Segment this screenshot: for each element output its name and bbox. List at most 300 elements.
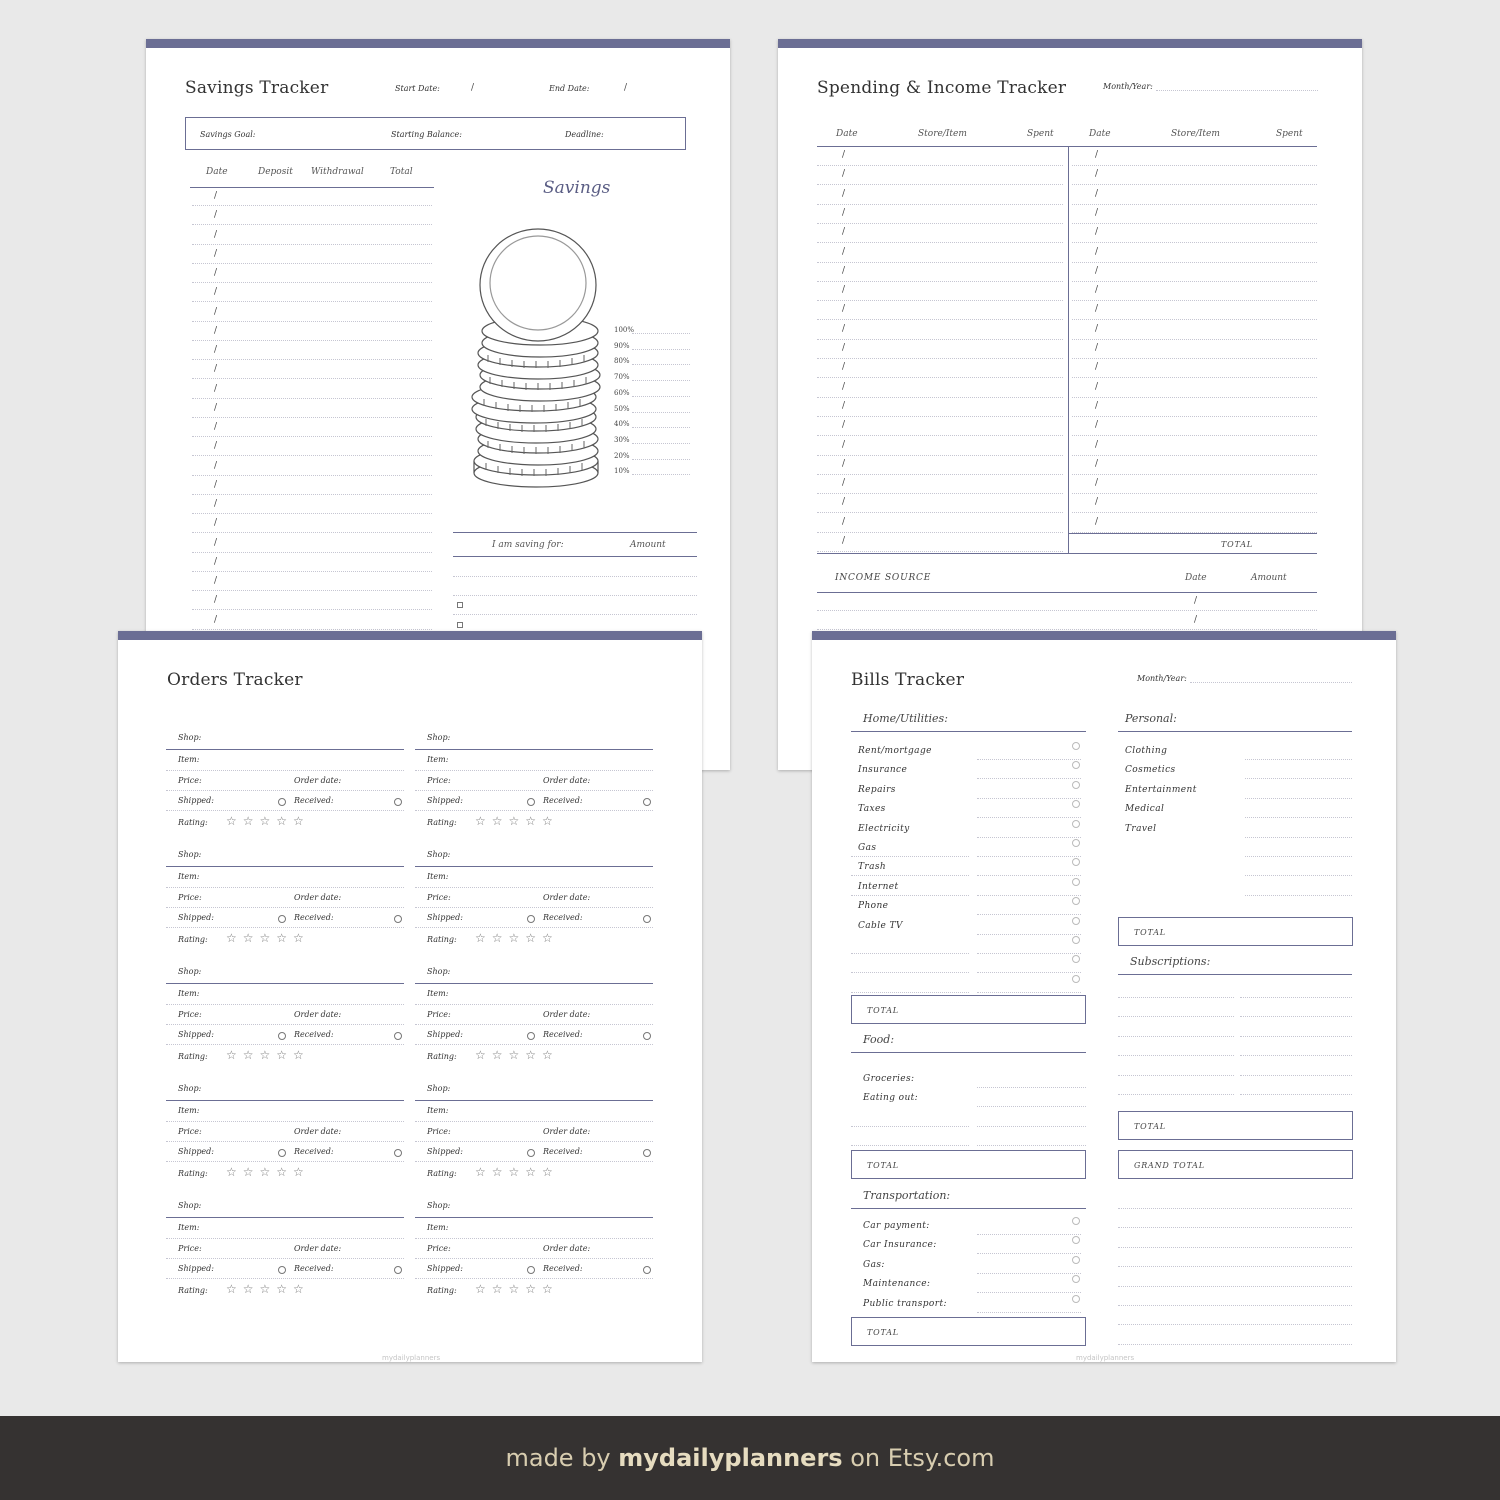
table-row[interactable] bbox=[817, 512, 1063, 513]
received-radio[interactable] bbox=[643, 798, 651, 806]
table-row[interactable] bbox=[192, 321, 432, 322]
price-line[interactable] bbox=[166, 1141, 404, 1142]
percent-line bbox=[632, 380, 690, 381]
received-label: Received: bbox=[294, 1147, 334, 1156]
table-row[interactable] bbox=[192, 609, 432, 610]
order-card bbox=[415, 1198, 655, 1308]
notes-line[interactable] bbox=[1118, 1247, 1352, 1248]
bill-paid-radio[interactable] bbox=[1072, 1256, 1080, 1264]
bill-amount-line[interactable] bbox=[977, 1312, 1081, 1313]
shipped-label: Shipped: bbox=[427, 1147, 463, 1156]
shipped-radio[interactable] bbox=[527, 798, 535, 806]
income-row[interactable] bbox=[817, 629, 1317, 630]
column-total: Total bbox=[390, 167, 413, 177]
received-radio[interactable] bbox=[394, 915, 402, 923]
price-line[interactable] bbox=[166, 790, 404, 791]
row-date-slash: / bbox=[214, 383, 218, 394]
table-row[interactable] bbox=[817, 242, 1063, 243]
row-date-slash: / bbox=[842, 478, 846, 489]
coin-top bbox=[480, 229, 596, 341]
bill-paid-radio[interactable] bbox=[1072, 955, 1080, 963]
table-row[interactable] bbox=[192, 590, 432, 591]
transportation-heading: Transportation: bbox=[863, 1189, 951, 1202]
rating-stars[interactable]: ☆☆☆☆☆ bbox=[226, 931, 310, 945]
table-row[interactable] bbox=[817, 339, 1063, 340]
item-line[interactable] bbox=[166, 1121, 404, 1122]
table-row[interactable] bbox=[1072, 319, 1317, 320]
item-line[interactable] bbox=[166, 887, 404, 888]
received-label: Received: bbox=[543, 1030, 583, 1039]
subscription-line[interactable] bbox=[1118, 997, 1234, 998]
table-row[interactable] bbox=[817, 455, 1063, 456]
table-row[interactable] bbox=[817, 165, 1063, 166]
subscription-line[interactable] bbox=[1118, 1036, 1234, 1037]
blank-item-line[interactable] bbox=[851, 1145, 969, 1146]
shipped-line[interactable] bbox=[415, 810, 653, 811]
saving-for-line[interactable] bbox=[453, 614, 697, 615]
saving-for-line[interactable] bbox=[453, 576, 697, 577]
received-radio[interactable] bbox=[643, 1032, 651, 1040]
table-row[interactable] bbox=[192, 282, 432, 283]
bill-paid-radio[interactable] bbox=[1072, 897, 1080, 905]
personal-heading-rule bbox=[1118, 731, 1352, 732]
shop-label: Shop: bbox=[427, 733, 451, 742]
table-row[interactable] bbox=[1072, 455, 1317, 456]
blank-item-line[interactable] bbox=[851, 1126, 969, 1127]
bill-amount-line[interactable] bbox=[1245, 798, 1352, 799]
row-date-slash: / bbox=[842, 304, 846, 315]
received-radio[interactable] bbox=[394, 1266, 402, 1274]
shop-label: Shop: bbox=[427, 850, 451, 859]
table-row[interactable] bbox=[817, 474, 1063, 475]
shipped-radio[interactable] bbox=[278, 798, 286, 806]
shipped-radio[interactable] bbox=[278, 1266, 286, 1274]
bill-amount-line[interactable] bbox=[1245, 875, 1352, 876]
price-line[interactable] bbox=[166, 1024, 404, 1025]
percent-label: 50% bbox=[614, 404, 630, 413]
table-row[interactable] bbox=[1072, 184, 1317, 185]
bill-paid-radio[interactable] bbox=[1072, 1275, 1080, 1283]
blank-item-line[interactable] bbox=[851, 875, 969, 876]
table-row[interactable] bbox=[1072, 435, 1317, 436]
row-date-slash: / bbox=[842, 265, 846, 276]
bill-amount-line[interactable] bbox=[977, 1292, 1081, 1293]
received-radio[interactable] bbox=[394, 798, 402, 806]
price-line[interactable] bbox=[166, 907, 404, 908]
row-date-slash: / bbox=[214, 518, 218, 529]
table-row[interactable] bbox=[192, 552, 432, 553]
rating-stars[interactable]: ☆☆☆☆☆ bbox=[226, 1165, 310, 1179]
percent-line bbox=[632, 412, 690, 413]
notes-line[interactable] bbox=[1118, 1324, 1352, 1325]
row-date-slash: / bbox=[842, 246, 846, 257]
subscription-amount-line[interactable] bbox=[1240, 1016, 1352, 1017]
table-row[interactable] bbox=[817, 300, 1063, 301]
bill-paid-radio[interactable] bbox=[1072, 1295, 1080, 1303]
table-header-rule bbox=[190, 187, 434, 188]
price-label: Price: bbox=[178, 776, 202, 785]
rating-stars[interactable]: ☆☆☆☆☆ bbox=[475, 1048, 559, 1062]
order-card bbox=[415, 730, 655, 840]
column-spent: Spent bbox=[1276, 129, 1303, 139]
bill-item-label: Entertainment bbox=[1125, 784, 1197, 795]
percent-line bbox=[632, 349, 690, 350]
percent-line bbox=[632, 333, 690, 334]
bill-item-label: Internet bbox=[858, 881, 899, 892]
item-line[interactable] bbox=[415, 1121, 653, 1122]
bill-amount-line[interactable] bbox=[977, 1145, 1086, 1146]
table-row[interactable] bbox=[192, 417, 432, 418]
bill-amount-line[interactable] bbox=[977, 1273, 1081, 1274]
received-radio[interactable] bbox=[643, 915, 651, 923]
bill-paid-radio[interactable] bbox=[1072, 878, 1080, 886]
bills-tracker-page bbox=[812, 631, 1396, 1362]
table-row[interactable] bbox=[192, 494, 432, 495]
shipped-radio[interactable] bbox=[527, 1149, 535, 1157]
order-date-label: Order date: bbox=[543, 893, 591, 902]
table-row[interactable] bbox=[192, 455, 432, 456]
shipped-line[interactable] bbox=[166, 1278, 404, 1279]
table-row[interactable] bbox=[817, 493, 1063, 494]
bill-paid-radio[interactable] bbox=[1072, 761, 1080, 769]
subscription-line[interactable] bbox=[1118, 1055, 1234, 1056]
percent-label: 100% bbox=[614, 326, 635, 334]
bill-amount-line[interactable] bbox=[977, 817, 1081, 818]
table-row[interactable] bbox=[192, 378, 432, 379]
table-row[interactable] bbox=[817, 319, 1063, 320]
price-line[interactable] bbox=[415, 1024, 653, 1025]
table-row[interactable] bbox=[192, 571, 432, 572]
bill-amount-line[interactable] bbox=[977, 1234, 1081, 1235]
footer-suffix: on Etsy.com bbox=[850, 1444, 995, 1472]
item-line[interactable] bbox=[415, 1238, 653, 1239]
shipped-radio[interactable] bbox=[527, 915, 535, 923]
footer-banner bbox=[0, 1416, 1500, 1500]
notes-line[interactable] bbox=[1118, 1208, 1352, 1209]
food-heading-rule bbox=[851, 1052, 1086, 1053]
row-date-slash: / bbox=[842, 516, 846, 527]
bill-amount-line[interactable] bbox=[977, 1253, 1081, 1254]
watermark: mydailyplanners bbox=[1076, 1354, 1135, 1362]
month-year-field[interactable] bbox=[1190, 682, 1352, 683]
rating-stars[interactable]: ☆☆☆☆☆ bbox=[475, 1165, 559, 1179]
bill-amount-line[interactable] bbox=[977, 992, 1081, 993]
bill-paid-radio[interactable] bbox=[1072, 820, 1080, 828]
table-row[interactable] bbox=[817, 223, 1063, 224]
bill-paid-radio[interactable] bbox=[1072, 917, 1080, 925]
table-row[interactable] bbox=[1072, 204, 1317, 205]
order-date-label: Order date: bbox=[294, 893, 342, 902]
saving-for-checkbox[interactable] bbox=[457, 622, 463, 628]
blank-item-line[interactable] bbox=[851, 953, 969, 954]
table-row[interactable] bbox=[817, 262, 1063, 263]
rating-label: Rating: bbox=[427, 1286, 457, 1295]
price-label: Price: bbox=[178, 1244, 202, 1253]
table-row[interactable] bbox=[192, 629, 432, 630]
table-row[interactable] bbox=[817, 397, 1063, 398]
item-line[interactable] bbox=[415, 887, 653, 888]
bill-amount-line[interactable] bbox=[977, 1087, 1086, 1088]
subscription-line[interactable] bbox=[1118, 1094, 1234, 1095]
table-row[interactable] bbox=[1072, 358, 1317, 359]
saving-for-checkbox[interactable] bbox=[457, 602, 463, 608]
bill-amount-line[interactable] bbox=[977, 837, 1081, 838]
percent-line bbox=[632, 364, 690, 365]
table-row[interactable] bbox=[192, 263, 432, 264]
shipped-line[interactable] bbox=[166, 810, 404, 811]
bill-amount-line[interactable] bbox=[977, 914, 1081, 915]
item-label: Item: bbox=[427, 1106, 449, 1115]
table-row[interactable] bbox=[1072, 242, 1317, 243]
shipped-line[interactable] bbox=[415, 1278, 653, 1279]
bill-paid-radio[interactable] bbox=[1072, 781, 1080, 789]
blank-item-line[interactable] bbox=[851, 895, 969, 896]
rating-stars[interactable]: ☆☆☆☆☆ bbox=[226, 1282, 310, 1296]
shipped-radio[interactable] bbox=[278, 1149, 286, 1157]
bill-amount-line[interactable] bbox=[1245, 895, 1352, 896]
month-year-field[interactable] bbox=[1156, 90, 1318, 91]
order-date-label: Order date: bbox=[543, 1010, 591, 1019]
shipped-label: Shipped: bbox=[427, 796, 463, 805]
table-row[interactable] bbox=[192, 513, 432, 514]
row-date-slash: / bbox=[214, 441, 218, 452]
item-label: Item: bbox=[178, 1223, 200, 1232]
notes-line[interactable] bbox=[1118, 1266, 1352, 1267]
month-year-label: Month/Year: bbox=[1137, 674, 1187, 683]
subscription-line[interactable] bbox=[1118, 1075, 1234, 1076]
row-date-slash: / bbox=[1095, 362, 1099, 373]
table-row[interactable] bbox=[192, 244, 432, 245]
row-date-slash: / bbox=[842, 362, 846, 373]
price-line[interactable] bbox=[415, 1258, 653, 1259]
income-date-slash: / bbox=[1194, 615, 1198, 625]
row-date-slash: / bbox=[842, 536, 846, 546]
percent-label: 90% bbox=[614, 341, 630, 350]
item-line[interactable] bbox=[166, 770, 404, 771]
price-line[interactable] bbox=[415, 790, 653, 791]
shipped-radio[interactable] bbox=[278, 915, 286, 923]
savings-goal-label: Savings Goal: bbox=[200, 130, 256, 139]
order-card bbox=[166, 1081, 406, 1191]
bill-paid-radio[interactable] bbox=[1072, 975, 1080, 983]
bill-amount-line[interactable] bbox=[1245, 759, 1352, 760]
bill-amount-line[interactable] bbox=[977, 875, 1081, 876]
bill-paid-radio[interactable] bbox=[1072, 1236, 1080, 1244]
column-date: Date bbox=[836, 129, 858, 139]
table-row[interactable] bbox=[192, 475, 432, 476]
table-row[interactable] bbox=[1072, 165, 1317, 166]
rating-label: Rating: bbox=[427, 935, 457, 944]
shipped-radio[interactable] bbox=[278, 1032, 286, 1040]
subscription-amount-line[interactable] bbox=[1240, 1055, 1352, 1056]
table-row[interactable] bbox=[817, 551, 1063, 552]
order-card bbox=[415, 847, 655, 957]
bill-amount-line[interactable] bbox=[977, 778, 1081, 779]
table-row[interactable] bbox=[1072, 262, 1317, 263]
shop-rule bbox=[415, 1100, 653, 1101]
row-date-slash: / bbox=[1095, 400, 1099, 411]
bill-paid-radio[interactable] bbox=[1072, 936, 1080, 944]
order-date-label: Order date: bbox=[543, 1127, 591, 1136]
bill-amount-line[interactable] bbox=[977, 972, 1081, 973]
row-date-slash: / bbox=[842, 439, 846, 450]
percent-label: 60% bbox=[614, 388, 630, 397]
table-row[interactable] bbox=[1072, 223, 1317, 224]
table-row[interactable] bbox=[817, 416, 1063, 417]
start-date-label: Start Date: bbox=[395, 84, 440, 93]
rating-stars[interactable]: ☆☆☆☆☆ bbox=[475, 931, 559, 945]
table-row[interactable] bbox=[192, 436, 432, 437]
page-title: Orders Tracker bbox=[167, 670, 303, 690]
blank-item-line[interactable] bbox=[851, 972, 969, 973]
row-date-slash: / bbox=[214, 556, 218, 567]
row-date-slash: / bbox=[214, 537, 218, 548]
total-rule bbox=[1068, 533, 1317, 534]
table-row[interactable] bbox=[192, 398, 432, 399]
shipped-radio[interactable] bbox=[527, 1032, 535, 1040]
received-radio[interactable] bbox=[394, 1032, 402, 1040]
row-date-slash: / bbox=[1095, 304, 1099, 315]
item-label: Item: bbox=[178, 872, 200, 881]
notes-line[interactable] bbox=[1118, 1286, 1352, 1287]
item-label: Item: bbox=[178, 989, 200, 998]
row-date-slash: / bbox=[842, 323, 846, 334]
table-row[interactable] bbox=[1072, 493, 1317, 494]
order-card bbox=[415, 1081, 655, 1191]
transport-heading-rule bbox=[851, 1208, 1086, 1209]
shipped-label: Shipped: bbox=[178, 796, 214, 805]
subscription-amount-line[interactable] bbox=[1240, 1075, 1352, 1076]
saving-for-header-rule bbox=[453, 556, 697, 557]
bill-paid-radio[interactable] bbox=[1072, 1217, 1080, 1225]
table-row[interactable] bbox=[192, 359, 432, 360]
shipped-line[interactable] bbox=[415, 1161, 653, 1162]
rating-stars[interactable]: ☆☆☆☆☆ bbox=[226, 814, 310, 828]
bill-item-label: Car Insurance: bbox=[863, 1240, 937, 1251]
table-row[interactable] bbox=[1072, 300, 1317, 301]
subscription-amount-line[interactable] bbox=[1240, 1036, 1352, 1037]
table-row[interactable] bbox=[192, 205, 432, 206]
personal-heading: Personal: bbox=[1125, 712, 1177, 725]
table-row[interactable] bbox=[192, 532, 432, 533]
table-row[interactable] bbox=[1072, 339, 1317, 340]
shipped-line[interactable] bbox=[166, 1161, 404, 1162]
table-row[interactable] bbox=[817, 532, 1063, 533]
shipped-line[interactable] bbox=[415, 1044, 653, 1045]
table-row[interactable] bbox=[1072, 281, 1317, 282]
rating-stars[interactable]: ☆☆☆☆☆ bbox=[475, 1282, 559, 1296]
received-radio[interactable] bbox=[394, 1149, 402, 1157]
bill-amount-line[interactable] bbox=[977, 895, 1081, 896]
item-line[interactable] bbox=[166, 1004, 404, 1005]
shop-label: Shop: bbox=[178, 850, 202, 859]
notes-line[interactable] bbox=[1118, 1305, 1352, 1306]
percent-label: 20% bbox=[614, 451, 630, 460]
income-row[interactable] bbox=[817, 610, 1317, 611]
received-label: Received: bbox=[543, 1264, 583, 1273]
table-row[interactable] bbox=[1072, 416, 1317, 417]
table-row[interactable] bbox=[192, 301, 432, 302]
bill-paid-radio[interactable] bbox=[1072, 858, 1080, 866]
table-row[interactable] bbox=[192, 224, 432, 225]
bill-amount-line[interactable] bbox=[1245, 778, 1352, 779]
table-row[interactable] bbox=[817, 281, 1063, 282]
table-row[interactable] bbox=[817, 204, 1063, 205]
table-row[interactable] bbox=[817, 435, 1063, 436]
shipped-label: Shipped: bbox=[427, 1264, 463, 1273]
received-radio[interactable] bbox=[643, 1149, 651, 1157]
saving-for-top-rule bbox=[453, 532, 697, 533]
bill-amount-line[interactable] bbox=[977, 798, 1081, 799]
bill-paid-radio[interactable] bbox=[1072, 742, 1080, 750]
bill-amount-line[interactable] bbox=[1245, 856, 1352, 857]
table-row[interactable] bbox=[1072, 377, 1317, 378]
blank-item-line[interactable] bbox=[851, 992, 969, 993]
notes-line[interactable] bbox=[1118, 1344, 1352, 1345]
order-card bbox=[166, 964, 406, 1074]
table-row[interactable] bbox=[192, 340, 432, 341]
row-date-slash: / bbox=[842, 169, 846, 180]
table-row[interactable] bbox=[1072, 474, 1317, 475]
table-row[interactable] bbox=[817, 377, 1063, 378]
blank-item-line[interactable] bbox=[851, 856, 969, 857]
bill-amount-line[interactable] bbox=[977, 934, 1081, 935]
subscription-line[interactable] bbox=[1118, 1016, 1234, 1017]
shipped-line[interactable] bbox=[415, 927, 653, 928]
row-date-slash: / bbox=[842, 285, 846, 296]
saving-for-line[interactable] bbox=[453, 595, 697, 596]
bill-paid-radio[interactable] bbox=[1072, 839, 1080, 847]
price-line[interactable] bbox=[166, 1258, 404, 1259]
price-label: Price: bbox=[178, 1010, 202, 1019]
shipped-line[interactable] bbox=[166, 1044, 404, 1045]
subscription-amount-line[interactable] bbox=[1240, 1094, 1352, 1095]
bill-paid-radio[interactable] bbox=[1072, 800, 1080, 808]
bill-amount-line[interactable] bbox=[977, 1126, 1086, 1127]
notes-line[interactable] bbox=[1118, 1227, 1352, 1228]
bill-amount-line[interactable] bbox=[977, 759, 1081, 760]
price-line[interactable] bbox=[415, 1141, 653, 1142]
bill-item-label: Cosmetics bbox=[1125, 765, 1176, 776]
rating-label: Rating: bbox=[178, 1286, 208, 1295]
received-radio[interactable] bbox=[643, 1266, 651, 1274]
shipped-radio[interactable] bbox=[527, 1266, 535, 1274]
price-label: Price: bbox=[427, 1244, 451, 1253]
bill-amount-line[interactable] bbox=[977, 953, 1081, 954]
bill-amount-line[interactable] bbox=[1245, 817, 1352, 818]
subscription-amount-line[interactable] bbox=[1240, 997, 1352, 998]
bill-amount-line[interactable] bbox=[977, 1106, 1086, 1107]
price-line[interactable] bbox=[415, 907, 653, 908]
table-row[interactable] bbox=[817, 184, 1063, 185]
bill-amount-line[interactable] bbox=[977, 856, 1081, 857]
table-row[interactable] bbox=[817, 358, 1063, 359]
table-row[interactable] bbox=[1072, 512, 1317, 513]
table-row[interactable] bbox=[1072, 397, 1317, 398]
shipped-line[interactable] bbox=[166, 927, 404, 928]
saving-for-amount-label: Amount bbox=[630, 540, 666, 550]
rating-stars[interactable]: ☆☆☆☆☆ bbox=[475, 814, 559, 828]
shipped-label: Shipped: bbox=[178, 913, 214, 922]
rating-label: Rating: bbox=[178, 818, 208, 827]
bill-amount-line[interactable] bbox=[1245, 837, 1352, 838]
item-line[interactable] bbox=[415, 770, 653, 771]
item-line[interactable] bbox=[415, 1004, 653, 1005]
rating-stars[interactable]: ☆☆☆☆☆ bbox=[226, 1048, 310, 1062]
column-deposit: Deposit bbox=[258, 167, 293, 177]
item-line[interactable] bbox=[166, 1238, 404, 1239]
percent-label: 30% bbox=[614, 435, 630, 444]
